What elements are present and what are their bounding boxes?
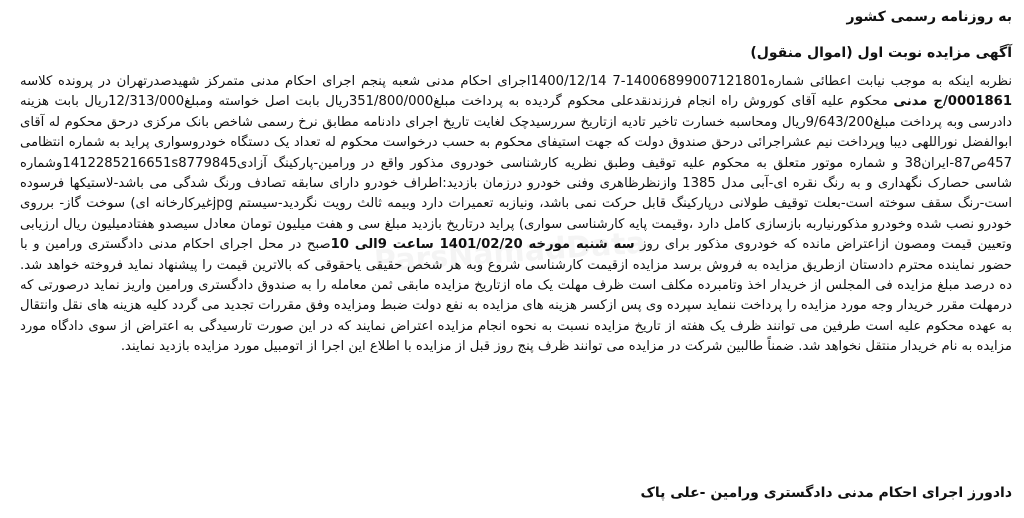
case-number: 0001861/ج مدنی (893, 94, 1012, 110)
body-part-2: محکوم علیه آقای کوروش راه انجام فرزندنقدعلی محکوم گردیده به پرداخت مبلغ351/800/000ریال بابت اصل خواسته ومبلغ12/313/000ریال بابت هزینه دادرسی وبه پرداخت مبلغ9/643/200ریال ومحاسبه خسارت تاخیر تادیه ازتاریخ سررسیدچک لغایت تاریخ اجرای دادنامه مطابق نرخ رسمی شاخص بانک مرکزی درحق محکوم له آقای ابوالفضل نوراللهی دیبا وپرداخت نیم عشراجرائی درحق صندوق دولت که جهت استیفای محکوم به حسب درخواست محکوم له تعداد یک دستگاه خودروسواری پراید به شماره انتظامی 457ص87-ایران38 و شماره موتور متعلق به محکوم علیه توقیف وطبق نظریه کارشناسی خودروی مذکور واقع در ورامین-پارکینگ آزادی1412285216651s8779845وشماره شاسی حصارک نگهداری و به رنگ نقره ای-آبی مدل 1385 وازنظرظاهری وفنی خودرو درزمان بازدید:اطراف خودرو دارای سابقه تصادف ورنگ شدگی می باشد-لاستیکها فرسوده است-رنگ سقف سوخته است-بعلت توقیف طولانی درپارکینگ قابل حرکت نمی باشد، ونیازبه تعمیرات دارد وبیمه ثالث رویت نگردید-سیستم jpgغیرکارخانه ای) سوخت گاز- برروی خودرو نصب شده وخودرو مذکورنیاربه بازسازی کامل دارد ،وقیمت پایه کارشناسی سواری) پراید درتاریخ بازدید مبلغ سی و هفت میلیون تومان معادل سیصدو هفتادمیلیون ریال ارزیابی وتعیین قیمت ومصون ازاعتراض مانده که خودروی مذکور برای روز (20, 94, 1013, 253)
notice-title: آگهی مزایده نوبت اول (اموال منقول) (750, 45, 1012, 61)
notice-body (20, 72, 1012, 358)
body-part-3: صبح در محل اجرای احکام مدنی دادگستری ورامین و با حضور نماینده محترم دادستان ازطریق مزایده به فروش برسد مزایده ازقیمت کارشناسی شروع وبه هر شخص حقیقی یاحقوقی که بالاترین قیمت را پیشنهاد نماید فروخته خواهد شد. ده درصد مبلغ مزایده فی المجلس از خریدار اخذ وتامبرده مکلف است ظرف مهلت یک ماه ازتاریخ مزایده مابقی ثمن معامله را به صندوق دادگستری ورامین واریز نماید درصورتی که درمهلت مقرر خریدار وجه مورد مزایده را پرداخت ننماید سپرده وی پس ازکسر هزینه های مزایده به نفع دولت ضبط ومزایده وفق مقررات تجدید می گردد کلیه هزینه های نقل وانتقال به عهده محکوم علیه است طرفین می توانند ظرف یک هفته از تاریخ مزایده نسبت به نحوه انجام مزایده اعتراض نمایند که در این صورت تارسیدگی به اعتراض از سوی دادگاه مورد مزایده به نام خریدار منتقل نخواهد شد. ضمناً طالبین شرکت در مزایده می توانند ظرف پنج روز قبل از مزایده با اطلاع این اجرا از اتومبیل مورد مزایده بازدید نمایند. (20, 237, 1012, 355)
auction-date: سه شنبه مورخه 1401/02/20 ساعت 9الی 10 (330, 237, 635, 253)
newspaper-line: به روزنامه رسمی کشور (846, 9, 1012, 25)
body-part-1: نظربه اینکه به موجب نیابت اعطائی شماره14006899007121801-7 1400/12/14اجرای احکام مدنی شعبه پنجم اجرای احکام مدنی متمرکز شهیدصدرتهران در پرونده کلاسه (20, 74, 1012, 89)
signature-line: دادورز اجرای احکام مدنی دادگستری ورامین -علی پاک (640, 485, 1012, 501)
